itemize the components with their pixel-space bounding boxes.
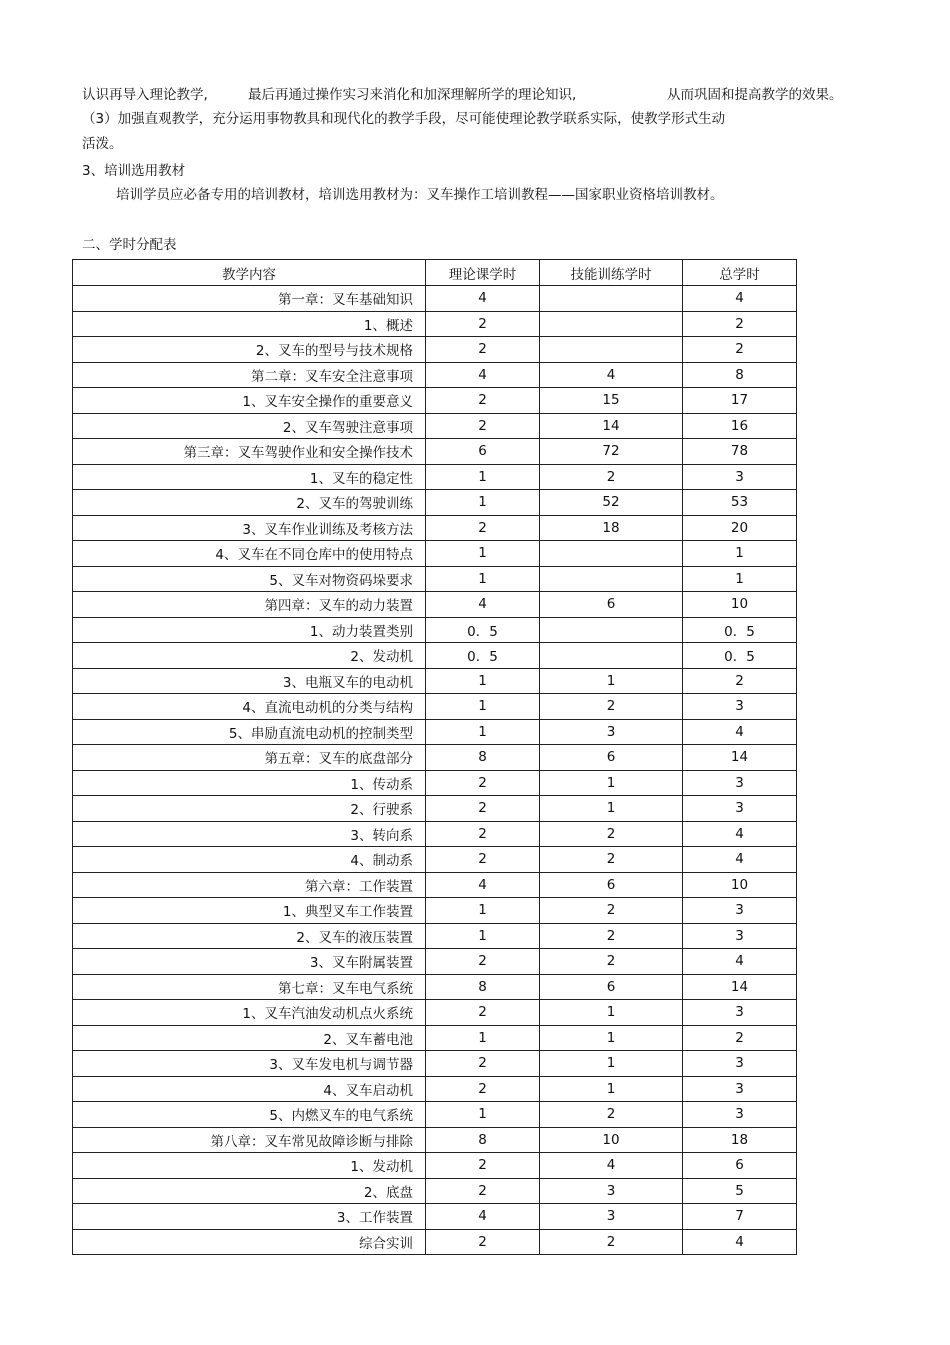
cell-content: 4、直流电动机的分类与结构 xyxy=(73,694,426,720)
cell-theory-hours: 1 xyxy=(426,694,540,720)
cell-content: 3、电瓶叉车的电动机 xyxy=(73,668,426,694)
paragraph-line-2: （3）加强直观教学，充分运用事物教具和现代化的教学手段，尽可能使理论教学联系实际，使教学形式生动 xyxy=(82,111,726,127)
cell-theory-hours: 1 xyxy=(426,1102,540,1128)
cell-content: 第七章：叉车电气系统 xyxy=(73,974,426,1000)
cell-total-hours: 16 xyxy=(683,413,797,439)
cell-skill-hours: 3 xyxy=(540,1178,683,1204)
cell-skill-hours: 10 xyxy=(540,1127,683,1153)
cell-total-hours: 4 xyxy=(683,847,797,873)
table-row xyxy=(73,413,797,439)
cell-skill-hours: 2 xyxy=(540,847,683,873)
cell-content: 4、叉车在不同仓库中的使用特点 xyxy=(73,541,426,567)
table-row xyxy=(73,1000,797,1026)
table-row xyxy=(73,949,797,975)
cell-content: 2、底盘 xyxy=(73,1178,426,1204)
cell-skill-hours: 3 xyxy=(540,719,683,745)
paragraph-1-part-a: 认识再导入理论教学, xyxy=(82,87,208,103)
table-row xyxy=(73,439,797,465)
cell-skill-hours: 2 xyxy=(540,821,683,847)
table-row xyxy=(73,617,797,643)
hours-allocation-table xyxy=(72,259,797,1255)
header-theory-hours: 理论课学时 xyxy=(426,260,540,286)
cell-total-hours: 6 xyxy=(683,1153,797,1179)
table-row xyxy=(73,923,797,949)
cell-theory-hours: 2 xyxy=(426,388,540,414)
cell-content: 3、工作装置 xyxy=(73,1204,426,1230)
cell-total-hours: 20 xyxy=(683,515,797,541)
table-row xyxy=(73,643,797,669)
section-heading-hours-table: 二、学时分配表 xyxy=(82,237,177,253)
table-row xyxy=(73,668,797,694)
cell-content: 第三章：叉车驾驶作业和安全操作技术 xyxy=(73,439,426,465)
cell-skill-hours: 2 xyxy=(540,1229,683,1255)
cell-total-hours: 2 xyxy=(683,668,797,694)
cell-content: 1、叉车汽油发动机点火系统 xyxy=(73,1000,426,1026)
header-total-hours: 总学时 xyxy=(683,260,797,286)
table-row xyxy=(73,974,797,1000)
cell-theory-hours: 2 xyxy=(426,1076,540,1102)
cell-skill-hours: 2 xyxy=(540,898,683,924)
cell-skill-hours: 1 xyxy=(540,668,683,694)
table-row xyxy=(73,1178,797,1204)
cell-content: 2、叉车的型号与技术规格 xyxy=(73,337,426,363)
table-row xyxy=(73,566,797,592)
cell-total-hours: 3 xyxy=(683,898,797,924)
cell-total-hours: 4 xyxy=(683,286,797,312)
cell-skill-hours: 2 xyxy=(540,923,683,949)
cell-skill-hours: 2 xyxy=(540,694,683,720)
cell-skill-hours: 1 xyxy=(540,1000,683,1026)
cell-content: 第八章：叉车常见故障诊断与排除 xyxy=(73,1127,426,1153)
header-skill-hours: 技能训练学时 xyxy=(540,260,683,286)
cell-total-hours: 18 xyxy=(683,1127,797,1153)
cell-content: 1、动力装置类别 xyxy=(73,617,426,643)
cell-skill-hours: 6 xyxy=(540,592,683,618)
cell-content: 1、叉车安全操作的重要意义 xyxy=(73,388,426,414)
header-content: 教学内容 xyxy=(73,260,426,286)
table-row xyxy=(73,872,797,898)
cell-total-hours: 4 xyxy=(683,719,797,745)
table-row xyxy=(73,1076,797,1102)
cell-content: 综合实训 xyxy=(73,1229,426,1255)
cell-theory-hours: 1 xyxy=(426,719,540,745)
table-row xyxy=(73,1204,797,1230)
cell-theory-hours: 1 xyxy=(426,464,540,490)
cell-skill-hours: 18 xyxy=(540,515,683,541)
cell-total-hours: 7 xyxy=(683,1204,797,1230)
cell-content: 1、发动机 xyxy=(73,1153,426,1179)
table-row xyxy=(73,719,797,745)
paragraph-1-part-c: 从而巩固和提高教学的效果。 xyxy=(667,87,843,103)
cell-total-hours: 3 xyxy=(683,694,797,720)
cell-theory-hours: 8 xyxy=(426,1127,540,1153)
cell-theory-hours: 4 xyxy=(426,362,540,388)
cell-theory-hours: 2 xyxy=(426,949,540,975)
cell-skill-hours: 14 xyxy=(540,413,683,439)
table-row xyxy=(73,286,797,312)
cell-content: 第一章：叉车基础知识 xyxy=(73,286,426,312)
cell-total-hours: 3 xyxy=(683,923,797,949)
cell-skill-hours: 1 xyxy=(540,770,683,796)
cell-theory-hours: 2 xyxy=(426,311,540,337)
cell-skill-hours: 2 xyxy=(540,1102,683,1128)
cell-content: 第四章：叉车的动力装置 xyxy=(73,592,426,618)
cell-content: 2、叉车的驾驶训练 xyxy=(73,490,426,516)
cell-content: 3、转向系 xyxy=(73,821,426,847)
cell-skill-hours xyxy=(540,617,683,643)
table-row xyxy=(73,1102,797,1128)
cell-skill-hours: 72 xyxy=(540,439,683,465)
cell-theory-hours: 1 xyxy=(426,898,540,924)
cell-content: 第六章：工作装置 xyxy=(73,872,426,898)
cell-skill-hours xyxy=(540,311,683,337)
cell-total-hours: 5 xyxy=(683,1178,797,1204)
cell-content: 4、叉车启动机 xyxy=(73,1076,426,1102)
cell-theory-hours: 2 xyxy=(426,821,540,847)
table-row xyxy=(73,464,797,490)
cell-content: 第五章：叉车的底盘部分 xyxy=(73,745,426,771)
table-row xyxy=(73,362,797,388)
cell-theory-hours: 1 xyxy=(426,1025,540,1051)
cell-skill-hours xyxy=(540,541,683,567)
cell-total-hours: 8 xyxy=(683,362,797,388)
textbook-paragraph: 培训学员应必备专用的培训教材，培训选用教材为：叉车操作工培训教程——国家职业资格培训教材。 xyxy=(116,187,724,203)
cell-content: 3、叉车附属装置 xyxy=(73,949,426,975)
cell-skill-hours: 2 xyxy=(540,949,683,975)
cell-skill-hours: 15 xyxy=(540,388,683,414)
table-row xyxy=(73,1127,797,1153)
cell-content: 1、叉车的稳定性 xyxy=(73,464,426,490)
table-row xyxy=(73,694,797,720)
table-row xyxy=(73,311,797,337)
cell-total-hours: 3 xyxy=(683,1051,797,1077)
cell-total-hours: 3 xyxy=(683,464,797,490)
cell-skill-hours: 1 xyxy=(540,1025,683,1051)
cell-total-hours: 14 xyxy=(683,974,797,1000)
cell-theory-hours: 4 xyxy=(426,1204,540,1230)
table-row xyxy=(73,1025,797,1051)
cell-skill-hours: 52 xyxy=(540,490,683,516)
table-row xyxy=(73,821,797,847)
table-row xyxy=(73,898,797,924)
table-row xyxy=(73,490,797,516)
section-heading-textbook: 3、培训选用教材 xyxy=(82,163,186,179)
cell-theory-hours: 2 xyxy=(426,1000,540,1026)
cell-content: 3、叉车发电机与调节器 xyxy=(73,1051,426,1077)
cell-content: 第二章：叉车安全注意事项 xyxy=(73,362,426,388)
table-row xyxy=(73,541,797,567)
cell-theory-hours: 2 xyxy=(426,1051,540,1077)
cell-total-hours: 3 xyxy=(683,1000,797,1026)
cell-theory-hours: 4 xyxy=(426,592,540,618)
cell-total-hours: 10 xyxy=(683,872,797,898)
cell-theory-hours: 2 xyxy=(426,1178,540,1204)
table-row xyxy=(73,592,797,618)
cell-skill-hours xyxy=(540,643,683,669)
table-row xyxy=(73,1051,797,1077)
cell-content: 5、内燃叉车的电气系统 xyxy=(73,1102,426,1128)
cell-skill-hours: 6 xyxy=(540,872,683,898)
table-row xyxy=(73,1153,797,1179)
cell-theory-hours: 2 xyxy=(426,847,540,873)
table-row xyxy=(73,745,797,771)
table-row xyxy=(73,1229,797,1255)
cell-theory-hours: 0．5 xyxy=(426,643,540,669)
cell-theory-hours: 1 xyxy=(426,566,540,592)
cell-theory-hours: 2 xyxy=(426,796,540,822)
cell-total-hours: 2 xyxy=(683,311,797,337)
cell-theory-hours: 2 xyxy=(426,337,540,363)
cell-content: 2、叉车驾驶注意事项 xyxy=(73,413,426,439)
cell-total-hours: 10 xyxy=(683,592,797,618)
paragraph-line-3: 活泼。 xyxy=(82,136,123,152)
cell-content: 1、传动系 xyxy=(73,770,426,796)
cell-total-hours: 14 xyxy=(683,745,797,771)
cell-total-hours: 4 xyxy=(683,949,797,975)
cell-total-hours: 0．5 xyxy=(683,617,797,643)
cell-total-hours: 3 xyxy=(683,796,797,822)
table-row xyxy=(73,770,797,796)
cell-total-hours: 1 xyxy=(683,566,797,592)
cell-theory-hours: 2 xyxy=(426,1153,540,1179)
cell-content: 1、概述 xyxy=(73,311,426,337)
cell-skill-hours: 1 xyxy=(540,796,683,822)
cell-skill-hours: 6 xyxy=(540,974,683,1000)
cell-theory-hours: 1 xyxy=(426,490,540,516)
cell-content: 1、典型叉车工作装置 xyxy=(73,898,426,924)
cell-theory-hours: 1 xyxy=(426,541,540,567)
cell-skill-hours: 2 xyxy=(540,464,683,490)
cell-total-hours: 3 xyxy=(683,1076,797,1102)
cell-theory-hours: 1 xyxy=(426,923,540,949)
cell-content: 2、行驶系 xyxy=(73,796,426,822)
cell-content: 2、叉车蓄电池 xyxy=(73,1025,426,1051)
cell-theory-hours: 8 xyxy=(426,974,540,1000)
cell-skill-hours xyxy=(540,286,683,312)
cell-skill-hours: 1 xyxy=(540,1076,683,1102)
cell-skill-hours: 4 xyxy=(540,362,683,388)
cell-total-hours: 17 xyxy=(683,388,797,414)
table-row xyxy=(73,388,797,414)
cell-theory-hours: 1 xyxy=(426,668,540,694)
cell-total-hours: 4 xyxy=(683,1229,797,1255)
cell-total-hours: 78 xyxy=(683,439,797,465)
cell-total-hours: 2 xyxy=(683,1025,797,1051)
cell-content: 5、叉车对物资码垛要求 xyxy=(73,566,426,592)
cell-total-hours: 4 xyxy=(683,821,797,847)
cell-content: 5、串励直流电动机的控制类型 xyxy=(73,719,426,745)
cell-content: 3、叉车作业训练及考核方法 xyxy=(73,515,426,541)
cell-skill-hours: 4 xyxy=(540,1153,683,1179)
cell-content: 4、制动系 xyxy=(73,847,426,873)
cell-theory-hours: 6 xyxy=(426,439,540,465)
table-row xyxy=(73,847,797,873)
cell-skill-hours: 3 xyxy=(540,1204,683,1230)
table-row xyxy=(73,515,797,541)
cell-skill-hours xyxy=(540,566,683,592)
cell-theory-hours: 2 xyxy=(426,1229,540,1255)
cell-total-hours: 53 xyxy=(683,490,797,516)
cell-skill-hours: 6 xyxy=(540,745,683,771)
cell-theory-hours: 8 xyxy=(426,745,540,771)
cell-theory-hours: 2 xyxy=(426,413,540,439)
cell-total-hours: 0．5 xyxy=(683,643,797,669)
cell-content: 2、叉车的液压装置 xyxy=(73,923,426,949)
cell-theory-hours: 0．5 xyxy=(426,617,540,643)
cell-skill-hours: 1 xyxy=(540,1051,683,1077)
cell-theory-hours: 2 xyxy=(426,770,540,796)
cell-total-hours: 3 xyxy=(683,1102,797,1128)
cell-skill-hours xyxy=(540,337,683,363)
cell-theory-hours: 4 xyxy=(426,872,540,898)
cell-total-hours: 3 xyxy=(683,770,797,796)
table-row xyxy=(73,337,797,363)
table-header-row xyxy=(73,260,797,286)
table-body xyxy=(73,286,797,1255)
cell-theory-hours: 2 xyxy=(426,515,540,541)
cell-total-hours: 2 xyxy=(683,337,797,363)
cell-theory-hours: 4 xyxy=(426,286,540,312)
table-row xyxy=(73,796,797,822)
cell-content: 2、发动机 xyxy=(73,643,426,669)
paragraph-1-part-b: 最后再通过操作实习来消化和加深理解所学的理论知识, xyxy=(248,87,577,103)
cell-total-hours: 1 xyxy=(683,541,797,567)
